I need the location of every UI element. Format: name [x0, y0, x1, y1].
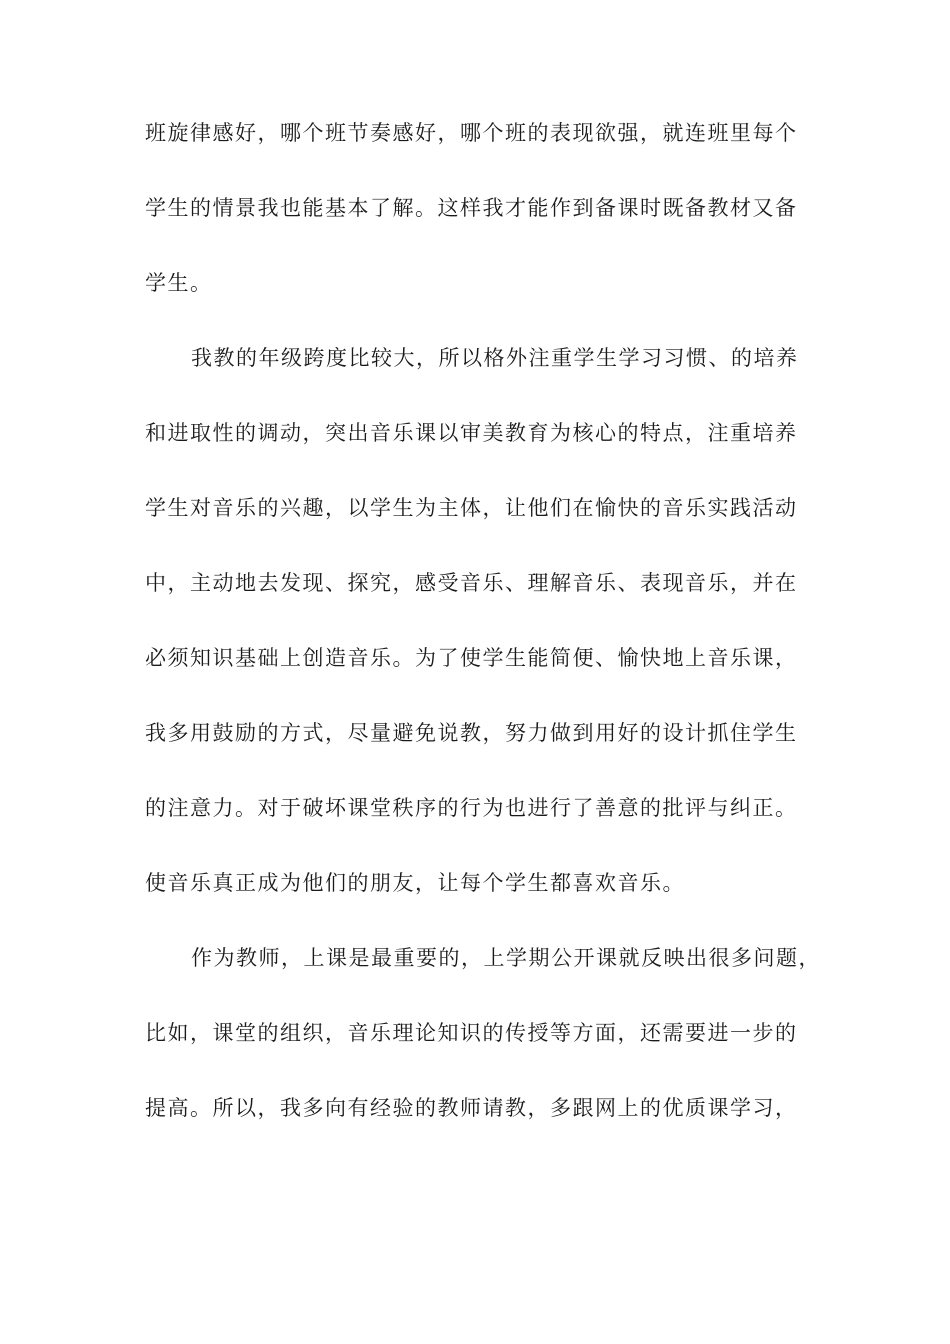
text-line: 学生。: [145, 271, 213, 295]
text-line: 提高。所以，我多向有经验的教师请教，多跟网上的优质课学习，: [145, 1096, 798, 1120]
text-line: 中，主动地去发现、探究，感受音乐、理解音乐、表现音乐，并在: [145, 571, 798, 595]
text-line: 比如，课堂的组织，音乐理论知识的传授等方面，还需要进一步的: [145, 1021, 798, 1045]
text-line: 我多用鼓励的方式，尽量避免说教，努力做到用好的设计抓住学生: [145, 721, 798, 745]
text-line: 作为教师，上课是最重要的，上学期公开课就反映出很多问题，: [191, 946, 821, 970]
text-line: 我教的年级跨度比较大，所以格外注重学生学习习惯、的培养: [191, 346, 799, 370]
text-line: 学生对音乐的兴趣，以学生为主体，让他们在愉快的音乐实践活动: [145, 496, 798, 520]
text-line: 学生的情景我也能基本了解。这样我才能作到备课时既备教材又备: [145, 196, 798, 220]
text-line: 必须知识基础上创造音乐。为了使学生能简便、愉快地上音乐课，: [145, 646, 798, 670]
text-line: 的注意力。对于破坏课堂秩序的行为也进行了善意的批评与纠正。: [145, 796, 798, 820]
text-line: 使音乐真正成为他们的朋友，让每个学生都喜欢音乐。: [145, 871, 685, 895]
text-line: 班旋律感好，哪个班节奏感好，哪个班的表现欲强，就连班里每个: [145, 121, 798, 145]
text-line: 和进取性的调动，突出音乐课以审美教育为核心的特点，注重培养: [145, 421, 798, 445]
